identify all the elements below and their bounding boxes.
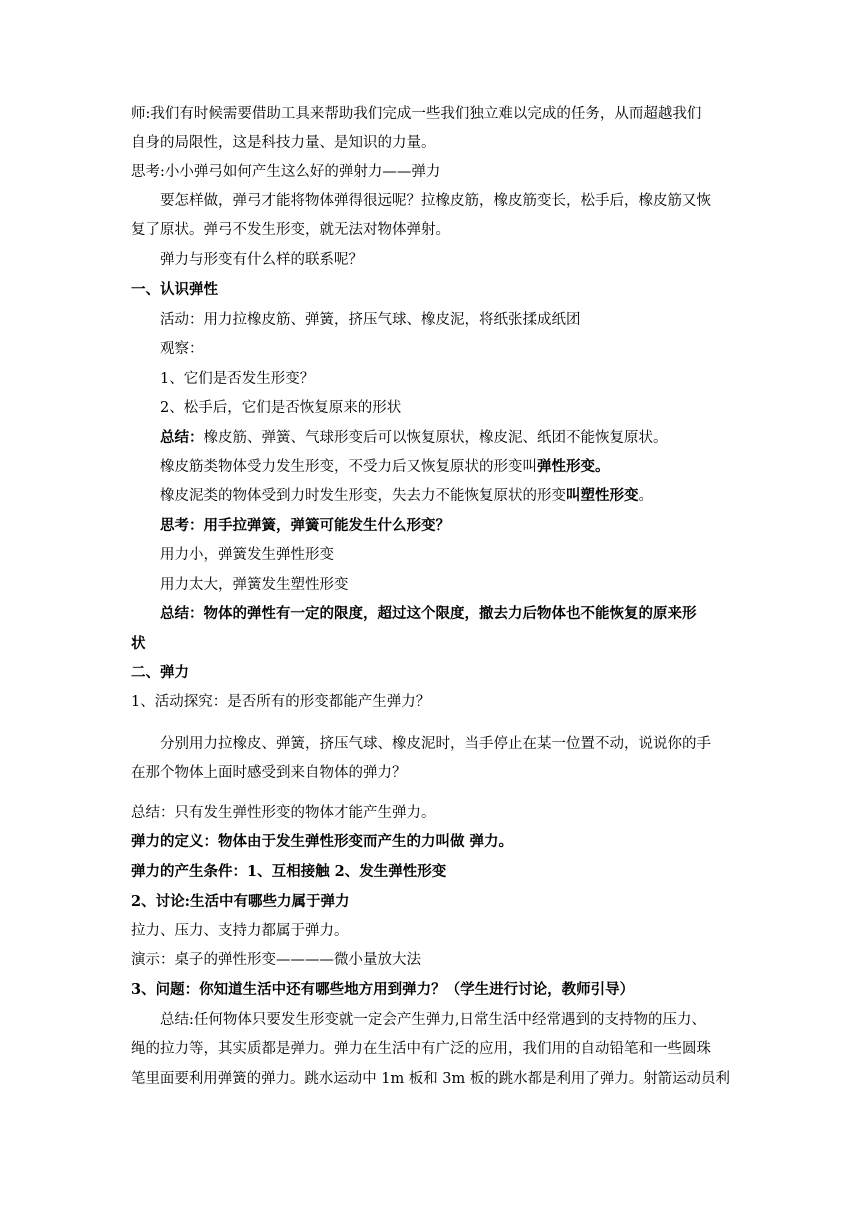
paragraph-line: 状 [131,635,146,652]
paragraph-line: 在那个物体上面时感受到来自物体的弹力？ [131,765,407,781]
summary-text: 橡皮筋、弹簧、气球形变后可以恢复原状，橡皮泥、纸团不能恢复原状。 [203,430,668,446]
paragraph-line: 用力太大，弹簧发生塑性形变 [160,577,349,593]
paragraph-line: 弹力的产生条件：1、互相接触 2、发生弹性形变 [131,863,447,880]
paragraph-line: 自身的局限性，这是科技力量、是知识的力量。 [131,135,436,151]
paragraph-line: 3、问题：你知道生活中还有哪些地方用到弹力？（学生进行讨论，教师引导） [131,981,635,998]
definition-text: 橡皮泥类的物体受到力时发生形变，失去力不能恢复原状的形变 [160,488,566,504]
paragraph-line: 绳的拉力等，其实质都是弹力。弹力在生活中有广泛的应用，我们用的自动铅笔和一些圆珠 [131,1041,711,1057]
paragraph-line: 观察： [160,341,204,357]
paragraph-line: 总结:任何物体只要发生形变就一定会产生弹力,日常生活中经常遇到的支持物的压力、 [160,1012,706,1028]
paragraph-line: 活动：用力拉橡皮筋、弹簧，挤压气球、橡皮泥，将纸张揉成纸团 [160,312,581,328]
paragraph-line: 思考:小小弹弓如何产生这么好的弹射力——弹力 [131,164,441,180]
paragraph-line: 总结：只有发生弹性形变的物体才能产生弹力。 [131,805,436,821]
paragraph-line: 2、讨论:生活中有哪些力属于弹力 [131,893,350,910]
paragraph-line: 拉力、压力、支持力都属于弹力。 [131,923,349,939]
summary-label: 总结： [160,429,204,446]
paragraph-line: 弹力与形变有什么样的联系呢？ [160,252,363,268]
paragraph-line: 师:我们有时候需要借助工具来帮助我们完成一些我们独立难以完成的任务，从而超越我们 [131,106,702,122]
paragraph-line: 总结：物体的弹性有一定的限度，超过这个限度，撤去力后物体也不能恢复的原来形 [160,605,697,622]
paragraph-line: 笔里面要利用弹簧的弹力。跳水运动中 1m 板和 3m 板的跳水都是利用了弹力。射箭运动员利 [131,1071,730,1087]
paragraph-line: 弹力的定义：物体由于发生弹性形变而产生的力叫做 弹力。 [131,833,514,850]
paragraph-line: 复了原状。弹弓不发生形变，就无法对物体弹射。 [131,222,450,238]
definition-term: 叫塑性形变 [566,487,639,504]
paragraph-line: 思考：用手拉弹簧，弹簧可能发生什么形变？ [160,517,450,534]
definition-term: 弹性形变。 [537,458,610,475]
definition-tail: 。 [638,488,653,504]
paragraph-line: 用力小，弹簧发生弹性形变 [160,547,334,563]
paragraph-line [160,486,653,506]
paragraph-line: 1、活动探究：是否所有的形变都能产生弹力？ [131,694,431,710]
paragraph-line [160,428,668,448]
paragraph-line: 分别用力拉橡皮、弹簧，挤压气球、橡皮泥时，当手停止在某一位置不动，说说你的手 [160,736,711,752]
definition-text: 橡皮筋类物体受力发生形变，不受力后又恢复原状的形变叫 [160,459,537,475]
section-heading: 二、弹力 [131,664,189,681]
paragraph-line: 要怎样做，弹弓才能将物体弹得很远呢？拉橡皮筋，橡皮筋变长，松手后，橡皮筋又恢 [160,193,711,209]
paragraph-line [160,457,610,477]
section-heading: 一、认识弹性 [131,281,218,298]
paragraph-line: 2、松手后，它们是否恢复原来的形状 [160,400,402,416]
paragraph-line: 1、它们是否发生形变？ [160,371,315,387]
paragraph-line: 演示：桌子的弹性形变————微小量放大法 [131,952,421,968]
